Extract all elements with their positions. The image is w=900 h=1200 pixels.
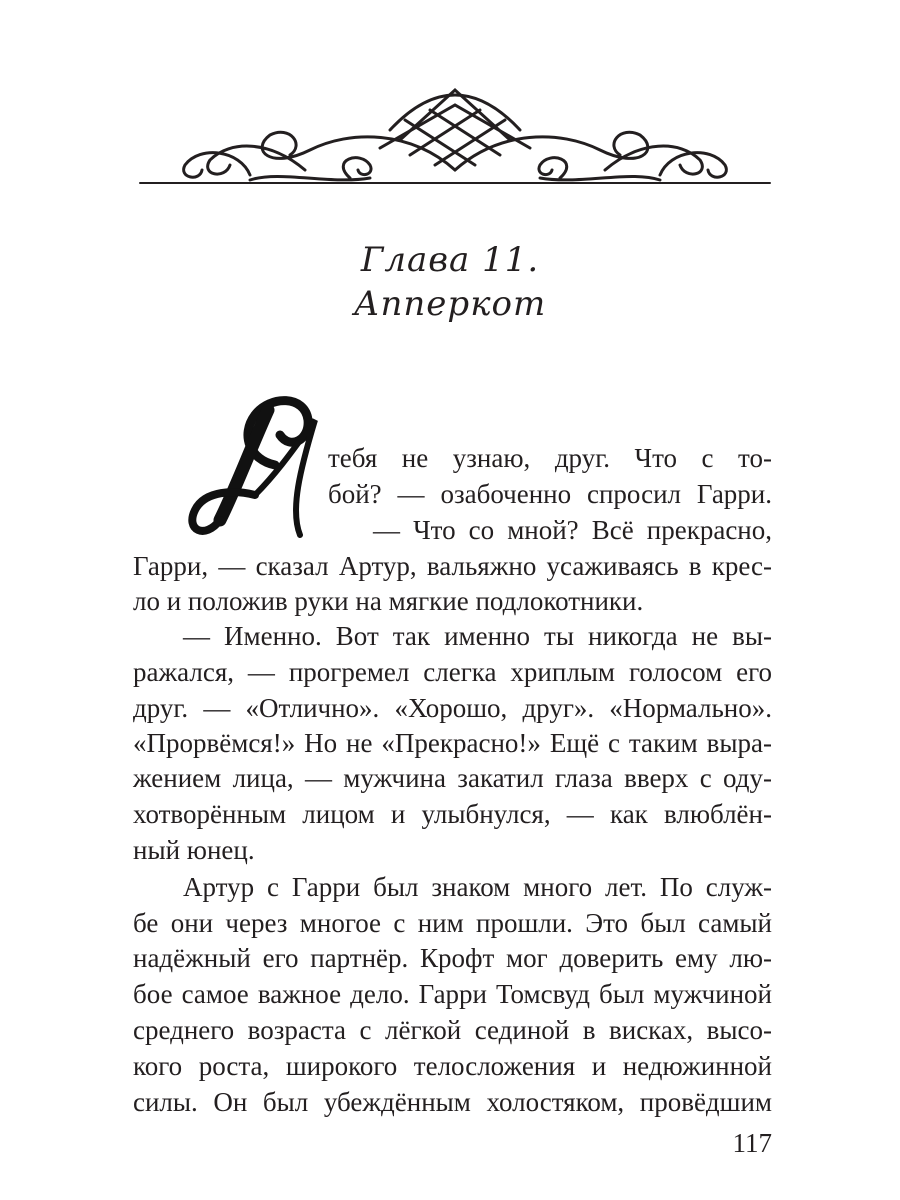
body-line: ражался, — прогремел слегка хриплым голосом его (133, 657, 772, 687)
chapter-ornament (130, 70, 780, 200)
body-line: Гарри, — сказал Артур, вальяжно усаживаясь в крес- (133, 551, 772, 581)
body-line: силы. Он был убеждённым холостяком, провёдшим (133, 1087, 772, 1117)
body-line: среднего возраста с лёгкой сединой в висках, высо- (133, 1015, 772, 1045)
body-line: бе они через многое с ним прошли. Это был самый (133, 908, 772, 938)
body-line: хотворённым лицом и улыбнулся, — как влюблён- (133, 799, 772, 829)
body-line: бое самое важное дело. Гарри Томсвуд был мужчиной (133, 979, 772, 1009)
body-line: жением лица, — мужчина закатил глаза вверх с оду- (133, 763, 772, 793)
body-line: надёжный его партнёр. Крофт мог доверить ему лю- (133, 943, 772, 973)
body-line: бой? — озабоченно спросил Гарри. (328, 479, 772, 509)
page-number: 117 (732, 1128, 772, 1158)
drop-cap-letter (180, 380, 330, 545)
body-line: Артур с Гарри был знаком много лет. По служ- (183, 872, 772, 902)
body-line: тебя не узнаю, друг. Что с то- (328, 443, 772, 473)
body-line: ный юнец. (133, 835, 255, 865)
body-line: друг. — «Отлично». «Хорошо, друг». «Нормально». (133, 693, 772, 723)
body-line: ло и положив руки на мягкие подлокотники. (133, 586, 644, 616)
chapter-heading: Глава 11. (360, 240, 540, 280)
body-line: «Прорвёмся!» Но не «Прекрасно!» Ещё с таким выра- (133, 728, 772, 758)
body-line: — Именно. Вот так именно ты никогда не вы- (183, 621, 772, 651)
body-line: — Что со мной? Всё прекрасно, (373, 515, 772, 545)
body-line: кого роста, широкого телосложения и недюжинной (133, 1051, 772, 1081)
chapter-subtitle: Апперкот (353, 284, 547, 324)
